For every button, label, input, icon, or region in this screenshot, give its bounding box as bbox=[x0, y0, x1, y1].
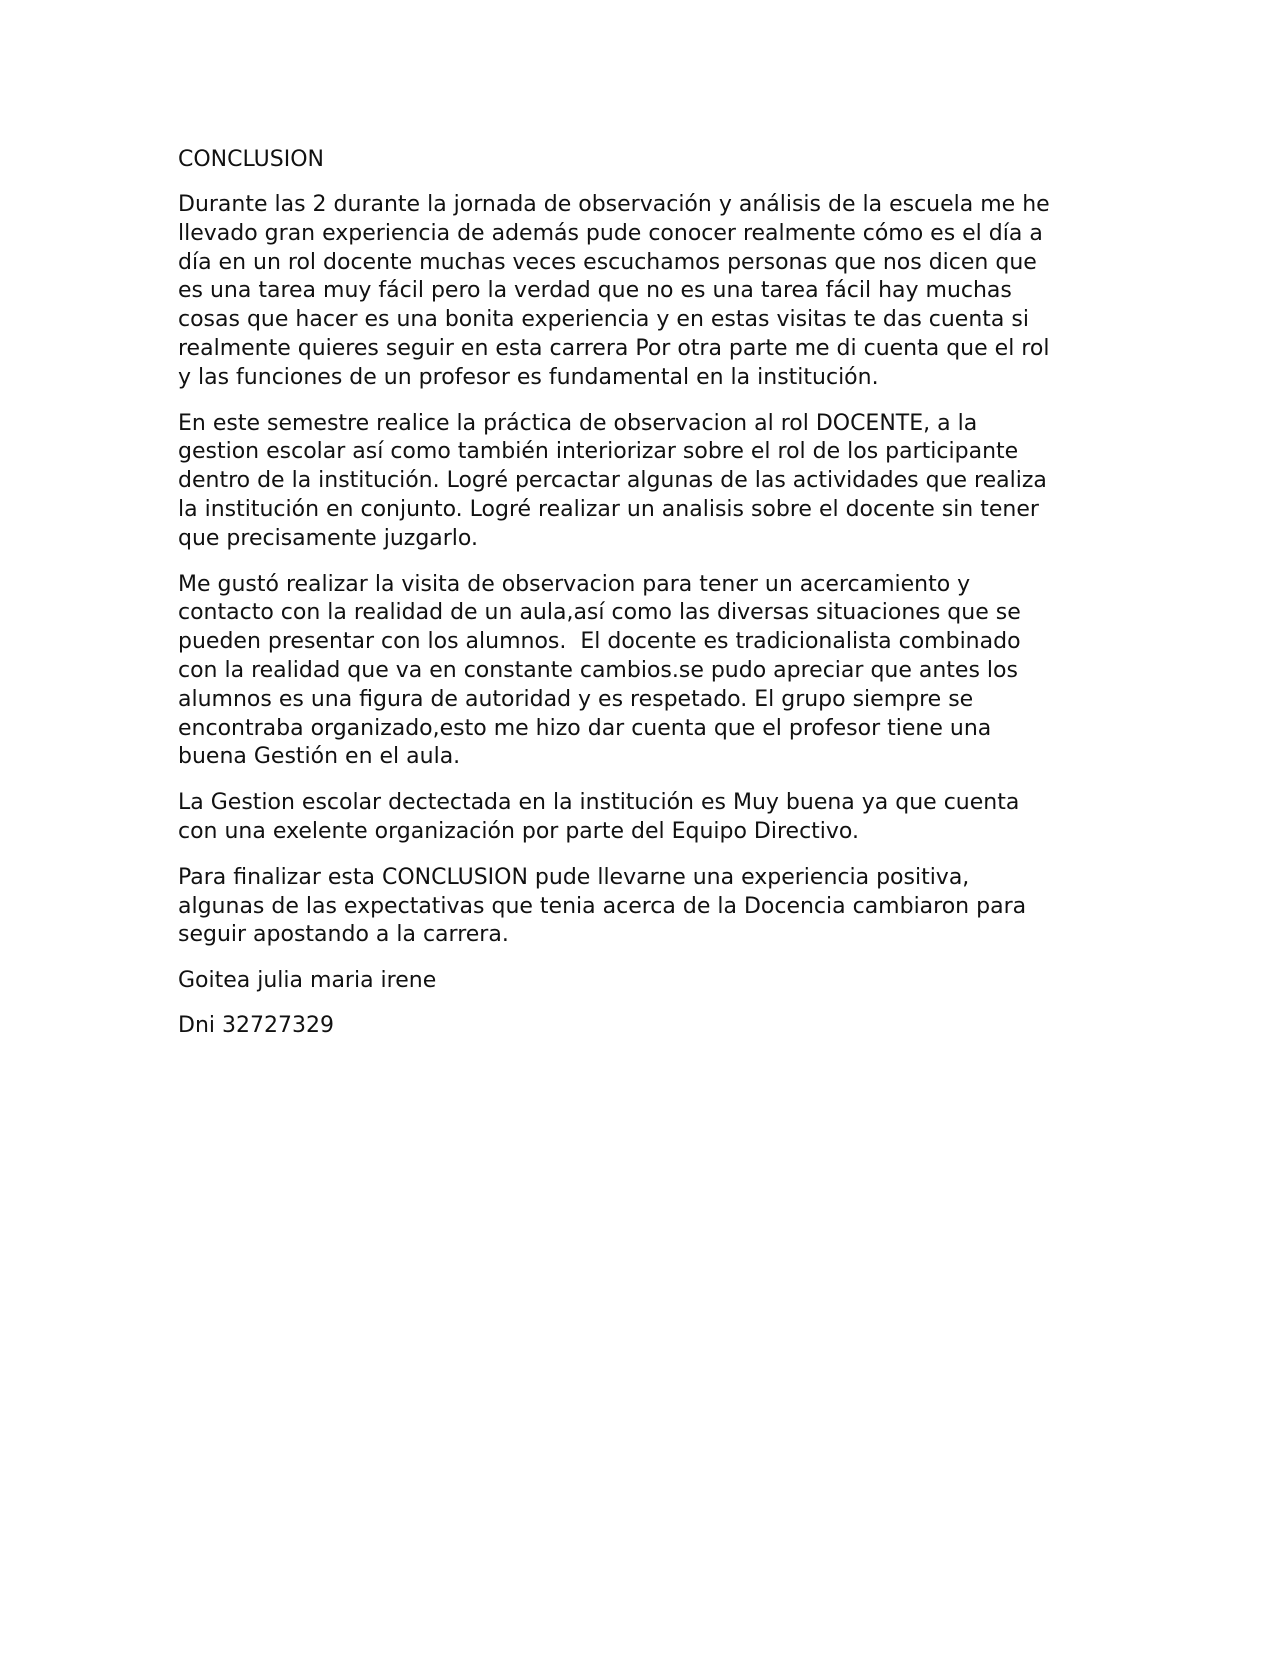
paragraph-line: La Gestion escolar dectectada en la institución es Muy buena ya que cuenta bbox=[178, 790, 1020, 816]
paragraph-line: cosas que hacer es una bonita experiencia y en estas visitas te das cuenta si bbox=[178, 307, 1029, 333]
document-title: CONCLUSION bbox=[178, 147, 324, 172]
paragraph-3 bbox=[178, 571, 1098, 773]
paragraph-5 bbox=[178, 864, 1098, 950]
paragraph-line: En este semestre realice la práctica de observacion al rol DOCENTE, a la bbox=[178, 410, 978, 436]
paragraph-line: día en un rol docente muchas veces escuchamos personas que nos dicen que bbox=[178, 249, 1037, 275]
author-name: Goitea julia maria irene bbox=[178, 968, 437, 994]
paragraph-line: alumnos es una figura de autoridad y es respetado. El grupo siempre se bbox=[178, 686, 974, 712]
author-id: Dni 32727329 bbox=[178, 1013, 334, 1039]
paragraph-line: con la realidad que va en constante cambios.se pudo apreciar que antes los bbox=[178, 657, 1018, 683]
paragraph-line: realmente quieres seguir en esta carrera Por otra parte me di cuenta que el rol bbox=[178, 335, 1050, 361]
paragraph-1 bbox=[178, 191, 1098, 393]
paragraph-line: pueden presentar con los alumnos. El docente es tradicionalista combinado bbox=[178, 629, 1021, 655]
paragraph-line: con una exelente organización por parte del Equipo Directivo. bbox=[178, 818, 860, 844]
paragraph-line: es una tarea muy fácil pero la verdad que no es una tarea fácil hay muchas bbox=[178, 278, 1012, 304]
document-page bbox=[178, 146, 1098, 1057]
paragraph-2 bbox=[178, 410, 1098, 554]
paragraph-line: y las funciones de un profesor es fundamental en la institución. bbox=[178, 364, 879, 390]
paragraph-line: la institución en conjunto. Logré realizar un analisis sobre el docente sin tener bbox=[178, 496, 1039, 522]
paragraph-line: gestion escolar así como también interiorizar sobre el rol de los participante bbox=[178, 439, 1019, 465]
paragraph-line: Para finalizar esta CONCLUSION pude llevarne una experiencia positiva, bbox=[178, 864, 970, 890]
paragraph-line: llevado gran experiencia de además pude conocer realmente cómo es el día a bbox=[178, 220, 1043, 246]
paragraph-line: dentro de la institución. Logré percactar algunas de las actividades que realiza bbox=[178, 468, 1047, 494]
paragraph-line: que precisamente juzgarlo. bbox=[178, 525, 478, 551]
paragraph-line: Durante las 2 durante la jornada de observación y análisis de la escuela me he bbox=[178, 192, 1050, 217]
paragraph-line: seguir apostando a la carrera. bbox=[178, 922, 509, 948]
paragraph-line: algunas de las expectativas que tenia acerca de la Docencia cambiaron para bbox=[178, 893, 1027, 919]
paragraph-line: encontraba organizado,esto me hizo dar cuenta que el profesor tiene una bbox=[178, 715, 992, 741]
paragraph-line: buena Gestión en el aula. bbox=[178, 744, 461, 770]
paragraph-line: Me gustó realizar la visita de observacion para tener un acercamiento y bbox=[178, 571, 971, 597]
paragraph-line: contacto con la realidad de un aula,así como las diversas situaciones que se bbox=[178, 600, 1021, 626]
paragraph-4 bbox=[178, 789, 1098, 847]
